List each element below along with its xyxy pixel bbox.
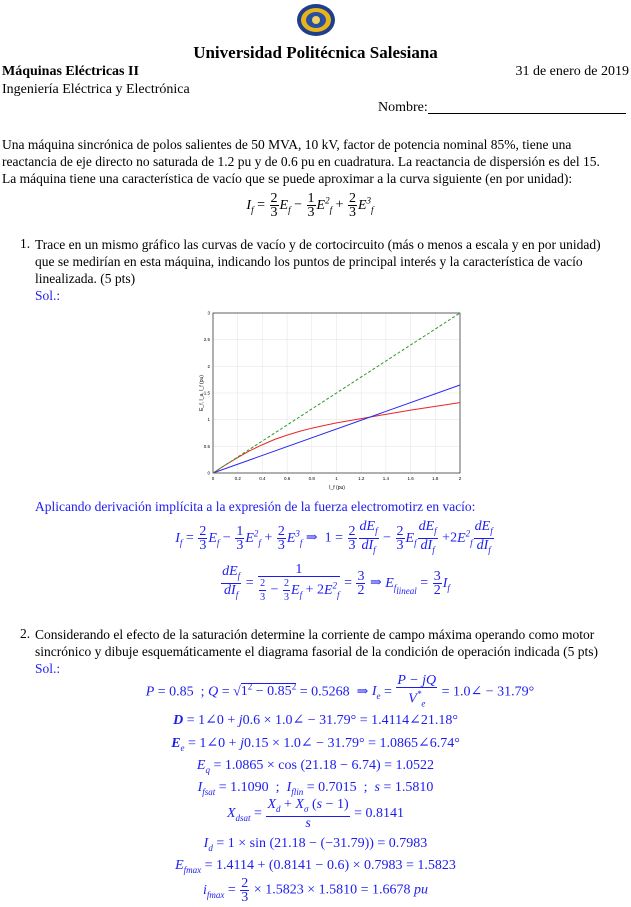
chart-xlabel: I_f (pu) [329,485,345,491]
q1-line-2: que se medirían en esta máquina, indicando los puntos de principal interés y la característica de vacío [35,254,583,269]
q2-eq-2: D = 1∠0 + j0.6 × 1.0∠ − 31.79° = 1.4114∠21.18° [173,713,458,728]
q2-eq-6: $X_{dsat}$ = $\frac{X_d + X_\sigma (s - 1)}{s}$ = 0.8141 [226,797,405,831]
y-tick-label: 3 [207,310,210,316]
x-tick-label: 1.2 [358,476,365,481]
q2-eq-7: $I_d = 1 \times \sin (21.18 - (-31.79)) = 0.7983$ [203,836,428,853]
chart-ylabel: E_f, I_a, I_f (pu) [199,375,205,411]
x-tick-label: 2 [458,476,462,481]
x-tick-label: 1.6 [407,476,414,481]
y-tick-label: 2.5 [203,337,210,343]
q1-sol-label: Sol.: [35,288,61,303]
q1-text [35,236,630,304]
q2-eq-9: $i_{fmax}$ = $\frac{2}{3}$ × 1.5823 × 1.5810 = 1.6678 pu [203,876,428,905]
x-tick-label: 1.4 [382,476,390,481]
y-tick-label: 0 [207,470,210,476]
x-tick-label: 1.8 [432,476,439,481]
university-title: Universidad Politécnica Salesiana [193,43,438,62]
x-tick-label: 1 [335,476,338,481]
intro-line-3: La máquina tiene una característica de vacío que se puede aproximar a la curva siguiente (en por unidad): [2,171,573,186]
x-tick-label: 0 [211,476,215,481]
intro-line-2: reactancia de eje directo no saturada de 1.2 pu y de 0.6 pu en cuadratura. La reactancia de dispersión es del 15. [2,154,600,169]
q2-text [35,626,630,677]
derivation-eq-1: $I_f$ = $\frac{2}{3}$ $E_f$ − $\frac{1}{3}$ $E^2_f$ + $\frac{2}{3}$ $E^3_f$ ⇒ 1 = $\frac{2}{3}$ $\frac{dE_f}{dI_f}$ − $\frac{2}{3}$ $E_f$ $\frac{dE_f}{dI_f}$ $+2E^2_f$ $\frac{dE_f}{dI_f}$ [175,519,493,555]
x-tick-label: 0.2 [234,476,241,481]
y-tick-label: 1.5 [203,390,210,396]
q2-number: 2. [20,626,31,641]
q1-number: 1. [20,236,31,251]
y-tick-label: 2 [207,363,210,369]
q2-eq-3: $E_e$ = 1∠0 + j0.15 × 1.0∠ − 31.79° = 1.0865∠6.74° [171,736,460,753]
q2-line-2: sincrónico y dibuje esquemáticamente el diagrama fasorial de la condición de operación indicada (5 pts) [35,644,599,659]
y-tick-label: 1 [207,417,210,423]
derivation-text: Aplicando derivación implícita a la expresión de la fuerza electromotirz en vacío: [35,499,476,514]
q2-eq-4: $E_q = 1.0865 \times \cos (21.18 - 6.74) = 1.0522$ [196,758,435,775]
q1-line-3: linealizada. (5 pts) [35,271,136,286]
q1-line-1: Trace en un mismo gráfico las curvas de vacío y de cortocircuito (más o menos a escala y en por unidad) [35,237,601,252]
y-tick-label: 0.5 [203,443,210,449]
name-label: Nombre: [378,100,428,115]
q2-eq-8: $E_{fmax} = 1.4114 + (0.8141 - 0.6) \times 0.7983 = 1.5823$ [175,858,456,875]
vacio-cortocircuito-chart [192,306,467,491]
q2-eq-1: P = 0.85 ; $Q = √1^2 - 0.85^2 = 0.5268$ ⇒ $I_e$ = $\frac{P - jQ}{V^*_e}$ = 1.0∠ − 31.79° [145,673,535,709]
exam-date: 31 de enero de 2019 [515,64,629,79]
q2-sol-label: Sol.: [35,661,61,676]
intro-line-1: Una máquina sincrónica de polos salientes de 50 MVA, 10 kV, factor de potencia nominal 85%, tiene una [2,137,572,152]
q2-eq-5: $I_{fsat} = 1.1090$ ; $I_{flin} = 0.7015$ ; s = 1.5810 [197,780,434,797]
intro-text [2,136,630,187]
x-tick-label: 0.4 [259,476,266,481]
course-title: Máquinas Eléctricas II [2,64,139,79]
university-logo [296,3,336,37]
q2-line-1: Considerando el efecto de la saturación determine la corriente de campo máxima operando como motor [35,627,595,642]
derivation-eq-2: $\frac{dE_f}{dI_f}$ = 1 $\frac{2}{3}$ − $\frac{2}{3}$ $E_f + 2E^2_f$ = $\frac{3}{2}$ ⇒ $E_{f_{lineal}}$ = $\frac{3}{2}$ $I_f$ [222,562,450,603]
x-tick-label: 0.8 [308,476,315,481]
vacio-equation: $I_f$ = $\frac{2}{3}$ $E_f$ − $\frac{1}{3}$ $E^2_f$ + $\frac{2}{3}$ $E^3_f$ [246,191,374,220]
name-field-line[interactable] [428,113,626,114]
program-name: Ingeniería Eléctrica y Electrónica [2,82,190,97]
x-tick-label: 0.6 [283,476,291,481]
